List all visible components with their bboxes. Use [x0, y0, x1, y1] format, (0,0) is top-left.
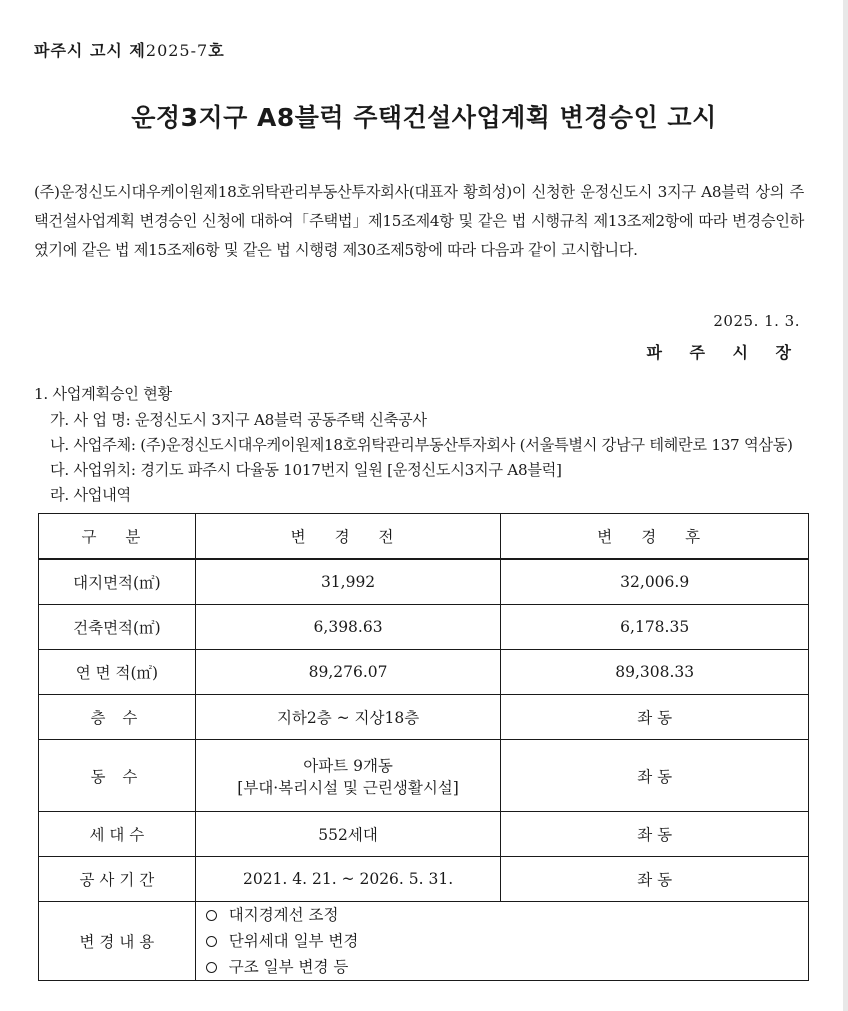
value-after: 좌 동	[501, 695, 809, 740]
project-owner: 나. 사업주체: (주)운정신도시대우케이원제18호위탁관리부동산투자회사 (서울특별시 강남구 테헤란로 137 역삼동)	[50, 436, 793, 454]
project-details-heading: 라. 사업내역	[50, 486, 131, 504]
table-row	[39, 605, 809, 650]
table-row	[39, 650, 809, 695]
table-row	[39, 740, 809, 812]
row-label: 변 경 내 용	[39, 902, 196, 981]
table-row	[39, 559, 809, 605]
page-title: 운정3지구 A8블럭 주택건설사업계획 변경승인 고시	[131, 103, 717, 132]
table-row	[39, 812, 809, 857]
header-before: 변 경 전	[195, 514, 501, 560]
project-location: 다. 사업위치: 경기도 파주시 다율동 1017번지 일원 [운정신도시3지구 A8블럭]	[50, 461, 562, 479]
value-after: 좌 동	[501, 740, 809, 812]
list-item: 구조 일부 변경 등	[206, 954, 808, 980]
list-item: 단위세대 일부 변경	[206, 928, 808, 954]
value-before: 지하2층 ~ 지상18층	[195, 695, 501, 740]
table-header-row	[39, 514, 809, 560]
circle-bullet-icon	[206, 962, 217, 973]
notice-number: 파주시 고시 제2025-7호	[34, 41, 225, 60]
row-label: 층 수	[39, 695, 196, 740]
issuer-name: 파 주 시 장	[646, 343, 802, 362]
table-row	[39, 857, 809, 902]
value-after: 32,006.9	[501, 559, 809, 605]
changes-list	[195, 902, 808, 981]
value-before: 89,276.07	[195, 650, 501, 695]
project-name: 가. 사 업 명: 운정신도시 3지구 A8블럭 공동주택 신축공사	[50, 411, 427, 429]
circle-bullet-icon	[206, 936, 217, 947]
section-heading: 1. 사업계획승인 현황	[34, 385, 172, 403]
value-before: 6,398.63	[195, 605, 501, 650]
value-before	[195, 740, 501, 812]
row-label: 세 대 수	[39, 812, 196, 857]
row-label: 공 사 기 간	[39, 857, 196, 902]
value-after: 좌 동	[501, 857, 809, 902]
row-label: 연 면 적(㎡)	[39, 650, 196, 695]
notice-body: (주)운정신도시대우케이원제18호위탁관리부동산투자회사(대표자 황희성)이 신청한 운정신도시 3지구 A8블럭 상의 주택건설사업계획 변경승인 신청에 대하여「주택법」제15조제4항 및 같은 법 시행규칙 제13조제2항에 따라 변경승인하였기에 같은 법 제15조제6항 및 같은 법 시행령 제30조제5항에 따라 다음과 같이 고시합니다.	[34, 183, 804, 259]
table-row-changes	[39, 902, 809, 981]
table-row	[39, 695, 809, 740]
row-label: 대지면적(㎡)	[39, 559, 196, 605]
value-after: 89,308.33	[501, 650, 809, 695]
value-before-line: 아파트 9개동	[303, 756, 393, 775]
value-after: 6,178.35	[501, 605, 809, 650]
value-before-line: [부대·복리시설 및 근린생활시설]	[237, 778, 459, 797]
circle-bullet-icon	[206, 910, 217, 921]
list-item: 대지경계선 조정	[206, 902, 808, 928]
project-details-table	[38, 513, 809, 981]
header-category: 구 분	[39, 514, 196, 560]
notice-date: 2025. 1. 3.	[713, 312, 800, 330]
row-label: 건축면적(㎡)	[39, 605, 196, 650]
value-before: 552세대	[195, 812, 501, 857]
value-before: 2021. 4. 21. ~ 2026. 5. 31.	[195, 857, 501, 902]
page-edge	[843, 0, 848, 1011]
row-label: 동 수	[39, 740, 196, 812]
value-before: 31,992	[195, 559, 501, 605]
value-after: 좌 동	[501, 812, 809, 857]
header-after: 변 경 후	[501, 514, 809, 560]
